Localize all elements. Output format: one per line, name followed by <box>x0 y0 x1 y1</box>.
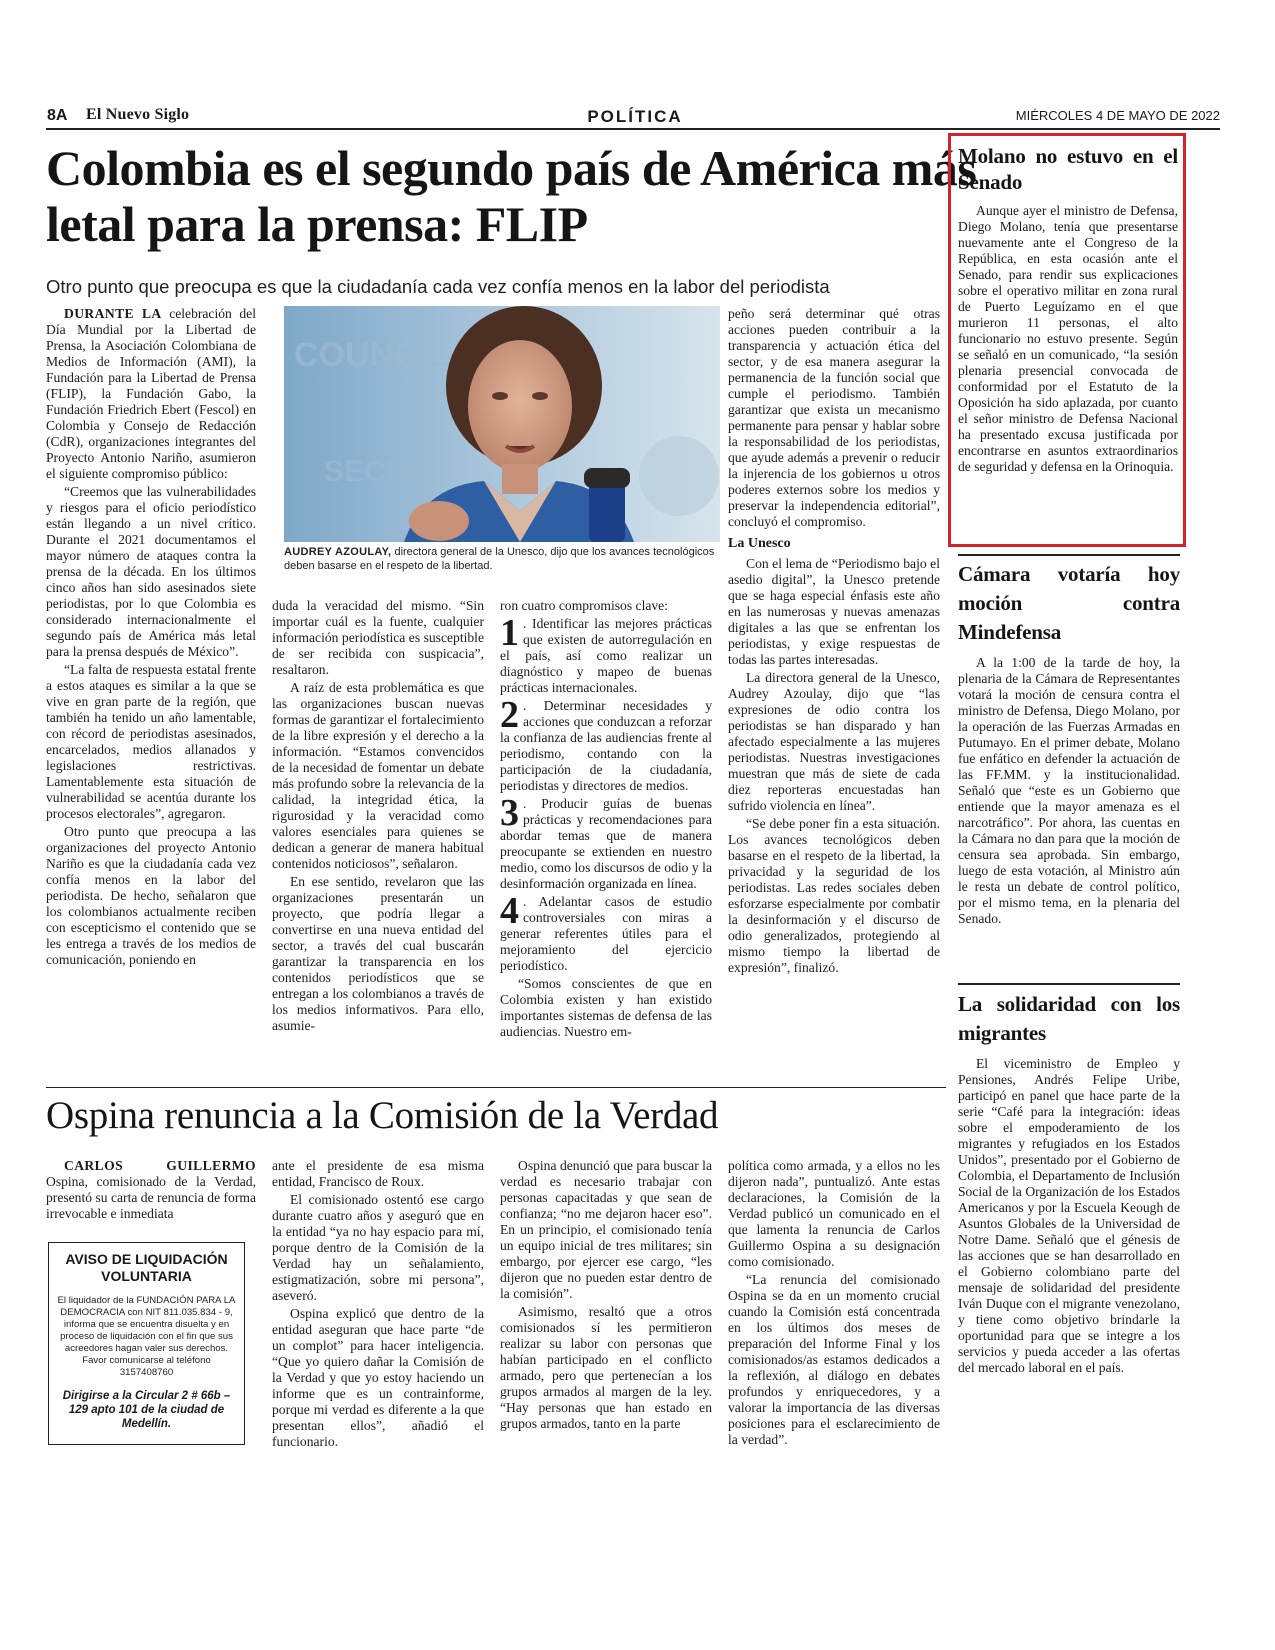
paragraph: peño será determinar qué otras acciones pueden contribuir a la transparencia y actuación ética del sector, y de esa manera asegurar la permanencia de la función social que cumple el periodismo. También garantizar que exista un mecanismo permanente para pensar y hablar sobre la responsabilidad de los periodistas, que ayude además a prevenir o reducir la injerencia de los gobiernos u otros poderes externos sobre los medios y preservar la independencia editorial”, concluyó el compromiso. <box>728 306 940 529</box>
caption-name: AUDREY AZOULAY, <box>284 546 392 558</box>
sidebar-title: La solidaridad con los migrantes <box>958 992 1180 1045</box>
numbered-item <box>500 694 712 794</box>
numbered-item <box>500 890 712 974</box>
item-number: 3 <box>500 792 519 834</box>
sidebar-divider <box>958 554 1180 556</box>
paragraph: “Somos conscientes de que en Colombia existen y han existido importantes sistemas de defensa de las audiencias. Nuestro em- <box>500 976 712 1039</box>
item-number: 2 <box>500 694 519 736</box>
sidebar-item-camara <box>958 560 1180 927</box>
paragraph: “Creemos que las vulnerabilidades y riesgos para el oficio periodístico están llegando a un nivel crítico. Durante el 2021 documentamos el mayor número de ataques contra la prensa de la década. En los últimos cinco años han sido asesinados siete periodistas, por lo que Colombia es considerado internacionalmente el segundo país de América más letal para la prensa después de México”. <box>46 484 256 659</box>
story2-column-4 <box>728 1158 940 1450</box>
paragraph: “La falta de respuesta estatal frente a estos ataques es similar a la que se vive en gran parte de la región, que también ha tenido un año lamentable, con récord de periodistas asesinados, encarcelados, medios allanados y legislaciones restrictivas. Lamentablemente esta situación de vulnerabilidad se acentúa durante los procesos electorales”, agregaron. <box>46 662 256 821</box>
paragraph: El comisionado ostentó ese cargo durante cuatro años y aseguró que en la entidad “ya no hay espacio para mí, porque dentro de la Comisión de la Verdad hay un señalamiento, estigmatización, sobre mi persona”, aseveró. <box>272 1192 484 1303</box>
sidebar-divider <box>958 983 1180 985</box>
paragraph-text: celebración del Día Mundial por la Libertad de Prensa, la Asociación Colombiana de Medios de Información (AMI), la Fundación para la Libertad de Prensa (FLIP), la Fundación Gabo, la Fundación Friedrich Ebert (Fescol) en Colombia y Consejo de Redacción (CdR), organizaciones integrantes del Proyecto Antonio Nariño, asumieron el siguiente compromiso público: <box>46 306 256 481</box>
ad-footer: Dirigirse a la Circular 2 # 66b – 129 apto 101 de la ciudad de Medellín. <box>62 1390 231 1430</box>
svg-text:SECU: SECU <box>324 455 408 488</box>
main-headline: Colombia es el segundo país de América más letal para la prensa: FLIP <box>46 140 977 252</box>
paragraph <box>46 306 256 482</box>
main-subhead: Otro punto que preocupa es que la ciudadanía cada vez confía menos en la labor del periodista <box>46 276 830 297</box>
paragraph: En ese sentido, revelaron que las organizaciones presentarán un proyecto, que podría llegar a convertirse en una nueva entidad del sector, a través del cual buscarán garantizar la transparencia en los contenidos periodísticos que se entregan a los colombianos a través de los medios informativos. Para ello, asumie- <box>272 874 484 1033</box>
ad-body: El liquidador de la FUNDACIÓN PARA LA DEMOCRACIA con NIT 811.035.834 - 9, informa que se encuentra disuelta y en proceso de liquidación con el fin que sus acreedores hagan valer sus derechos. Favor comunicarse al teléfono 3157408760 <box>57 1295 236 1378</box>
photo-illustration <box>284 306 720 542</box>
paragraph: A raíz de esta problemática es que las organizaciones buscan nuevas formas de garantizar el fortalecimiento de la libre expresión y el derecho a la información. “Estamos convencidos de la necesidad de fomentar un debate más profundo sobre la relevancia de la calidad, la integridad ética, la rigurosidad y la veracidad como valores esenciales para quienes se dedican a generar de manera habitual contenidos noticiosos”, señalaron. <box>272 680 484 871</box>
sidebar-item-molano <box>958 143 1178 475</box>
caption-text: directora general de la Unesco, dijo que los avances tecnológicos deben basarse en el respeto de la libertad. <box>284 546 715 572</box>
paragraph: Asimismo, resaltó que a otros comisionados sí les permitieron realizar su labor con personas que habían participado en el conflicto armado, pero que pertenecían a los grupos armados al margen de la ley. “Hay personas que han estado en grupos armados, tanto en la parte <box>500 1304 712 1431</box>
item-text: . Determinar necesidades y acciones que conduzcan a reforzar la confianza de las audiencias frente al periodismo, contando con la participación de la ciudadanía, periodistas y directores de medios. <box>500 698 712 793</box>
paragraph: La directora general de la Unesco, Audrey Azoulay, dijo que “las expresiones de odio contra los periodistas se han disparado y han afectado especialmente a las mujeres periodistas. Nuestras investigaciones muestran que más de siete de cada diez reporteras encuestadas han sufrido violencia en línea”. <box>728 670 940 813</box>
sidebar-body: El viceministro de Empleo y Pensiones, Andrés Felipe Uribe, participó en panel que hace parte de la serie “Café para la integración: ideas sobre el empoderamiento de los migrantes y refugiados en los Estados Unidos”, presentado por el Gobierno de Colombia, el Departamento de Inclusión Social de la Organización de los Estados Americanos y por la Escuela Keough de Asuntos Globales de la Universidad de Notre Dame. Señaló que el génesis de las acciones que se han desarrollado en el Gobierno colombiano parte del mensaje de solidaridad del presidente Iván Duque con el migrante venezolano, y tiene como objetivo brindarle la oportunidad para que se integre a los servicios y pueda acceder a las ofertas del mercado laboral en el país. <box>958 1056 1180 1375</box>
paragraph-text: Ospina, comisionado de la Verdad, presentó su carta de renuncia de forma irrevocable e inmediata <box>46 1174 256 1221</box>
main-column-1 <box>46 306 256 970</box>
item-text: . Adelantar casos de estudio controversiales con miras a generar referentes útiles para el mejoramiento del ejercicio periodístico. <box>500 894 712 973</box>
subsection-heading: La Unesco <box>728 536 791 551</box>
paragraph: “La renuncia del comisionado Ospina se da en un momento crucial cuando la Comisión está concentrada en los últimos dos meses de preparación del Informe Final y los comisionados/as estamos dedicados a la reflexión, al diálogo en debates profundos y enriquecedores, y a valorar la importancia de las diversas posiciones para el esclarecimiento de la verdad”. <box>728 1272 940 1447</box>
publication-date: MIÉRCOLES 4 DE MAYO DE 2022 <box>1015 108 1220 123</box>
newspaper-name: El Nuevo Siglo <box>86 106 190 123</box>
paragraph: Con el lema de “Periodismo bajo el asedio digital”, la Unesco pretende que se haga especial énfasis este año en las numerosas y nuevas amenazas digitales a las que se enfrentan los periodistas, y exige respuestas de todas las partes interesadas. <box>728 556 940 667</box>
ad-title: AVISO DE LIQUIDACIÓN VOLUNTARIA <box>65 1251 228 1284</box>
paragraph: “Se debe poner fin a esta situación. Los avances tecnológicos deben basarse en el respeto de la libertad, la privacidad y la seguridad de los periodistas. Las redes sociales deben esforzarse especialmente por combatir la desinformación y el discurso de odio generalizados, protegiendo al mismo tiempo la libertad de expresión”, finalizó. <box>728 816 940 975</box>
item-text: . Identificar las mejores prácticas que existen de autorregulación en el país, así como realizar un diagnóstico y mapeo de buenas prácticas internacionales. <box>500 616 712 695</box>
numbered-item <box>500 612 712 696</box>
lead-in: DURANTE LA <box>64 306 162 321</box>
main-column-2 <box>272 598 484 1036</box>
lead-in: CARLOS GUILLERMO <box>64 1158 256 1173</box>
paragraph: ante el presidente de esa misma entidad, Francisco de Roux. <box>272 1158 484 1189</box>
header-rule <box>46 128 1220 130</box>
sidebar-body: A la 1:00 de la tarde de hoy, la plenaria de la Cámara de Representantes votará la moción de censura contra el ministro de Defensa, Diego Molano, por la operación de las Fuerzas Armadas en Putumayo. En el primer debate, Molano fue enfático en defender la actuación de las FF.MM. y la institucionalidad. Señaló que “este es un Gobierno que entiende que la mayor amenaza es el narcotráfico”. Por ahora, las cuentas en la Cámara no dan para que la moción de censura sea aprobada. Sin embargo, luego de esta votación, al Ministro aún le resta un debate de control político, por el mismo tema, en la plenaria del Senado. <box>958 655 1180 926</box>
paragraph: duda la veracidad del mismo. “Sin importar cuál es la fuente, cualquier información periodística es susceptible de ser recibida con suspicacia”, resaltaron. <box>272 598 484 677</box>
story-divider <box>46 1087 946 1088</box>
liquidation-notice-ad <box>48 1242 245 1445</box>
sidebar-title: Cámara votaría hoy moción contra Mindefensa <box>958 562 1180 644</box>
main-column-3 <box>500 598 712 1042</box>
paragraph: ron cuatro compromisos clave: <box>500 598 668 613</box>
item-number: 1 <box>500 612 519 654</box>
sidebar-title: Molano no estuvo en el Senado <box>958 144 1178 194</box>
section-name: POLÍTICA <box>587 107 683 126</box>
paragraph: Ospina explicó que dentro de la entidad aseguran que hace parte “de un complot” para hacer inteligencia. “Que yo quiero dañar la Comisión de la Verdad y que yo estoy haciendo un informe que es un contrainforme, porque mi verdad es diferente a la que presentan ellos”, añadió el funcionario. <box>272 1306 484 1449</box>
paragraph: política como armada, y a ellos no les dijeron nada”, puntualizó. Ante estas declaraciones, la Comisión de la Verdad publicó un comunicado en el que lamenta la renuncia de Carlos Guillermo Ospina a su designación como comisionado. <box>728 1158 940 1269</box>
numbered-item <box>500 792 712 892</box>
story2-column-1 <box>46 1158 256 1224</box>
paragraph: Ospina denunció que para buscar la verdad es necesario trabajar con personas capacitadas y que sean de confianza; “no me dejaron hacer eso”. En un principio, el comisionado tenía un equipo inicial de tres militares; sin embargo, por ejercer ese cargo, “les dijeron que no pueden estar dentro de la comisión”. <box>500 1158 712 1301</box>
photo-caption <box>284 545 720 573</box>
item-number: 4 <box>500 890 519 932</box>
item-text: . Producir guías de buenas prácticas y recomendaciones para abordar temas que de manera preocupante se extienden en nuestro medio, como los discursos de odio y la desinformación organizada en línea. <box>500 796 712 891</box>
paragraph: Otro punto que preocupa a las organizaciones del proyecto Antonio Nariño es que la ciudadanía cada vez confía menos en la labor del periodista. De hecho, señalaron que los colombianos actualmente reciben con escepticismo el contenido que se les entrega a través de los medios de comunicación, poniendo en <box>46 824 256 967</box>
story2-column-2 <box>272 1158 484 1452</box>
story2-column-3 <box>500 1158 712 1434</box>
sidebar-body: Aunque ayer el ministro de Defensa, Diego Molano, tenía que presentarse nuevamente ante el Congreso de la República, en esta ocasión ante el Senado, para rendir sus explicaciones sobre el operativo militar en zona rural de Puerto Leguízamo en el que murieron 11 personas, el alto funcionario no estuvo presente. Según se señaló en un comunicado, “la sesión plenaria presencial convocada de conformidad por el Estatuto de la Oposición ha sido aplazada, por cuanto el señor ministro de Defensa Nacional ha presentado excusa justificada por encontrarse en asuntos extraordinarios de seguridad y defensa en la Orinoquia. <box>958 203 1178 474</box>
paragraph <box>46 1158 256 1222</box>
main-column-4 <box>728 306 940 978</box>
sidebar-item-migrantes <box>958 990 1180 1376</box>
page-number: 8A <box>47 107 68 124</box>
svg-text:COUNCIL: COUNCIL <box>294 336 449 374</box>
azoulay-photo <box>284 306 720 542</box>
story2-headline: Ospina renuncia a la Comisión de la Verdad <box>46 1094 719 1137</box>
